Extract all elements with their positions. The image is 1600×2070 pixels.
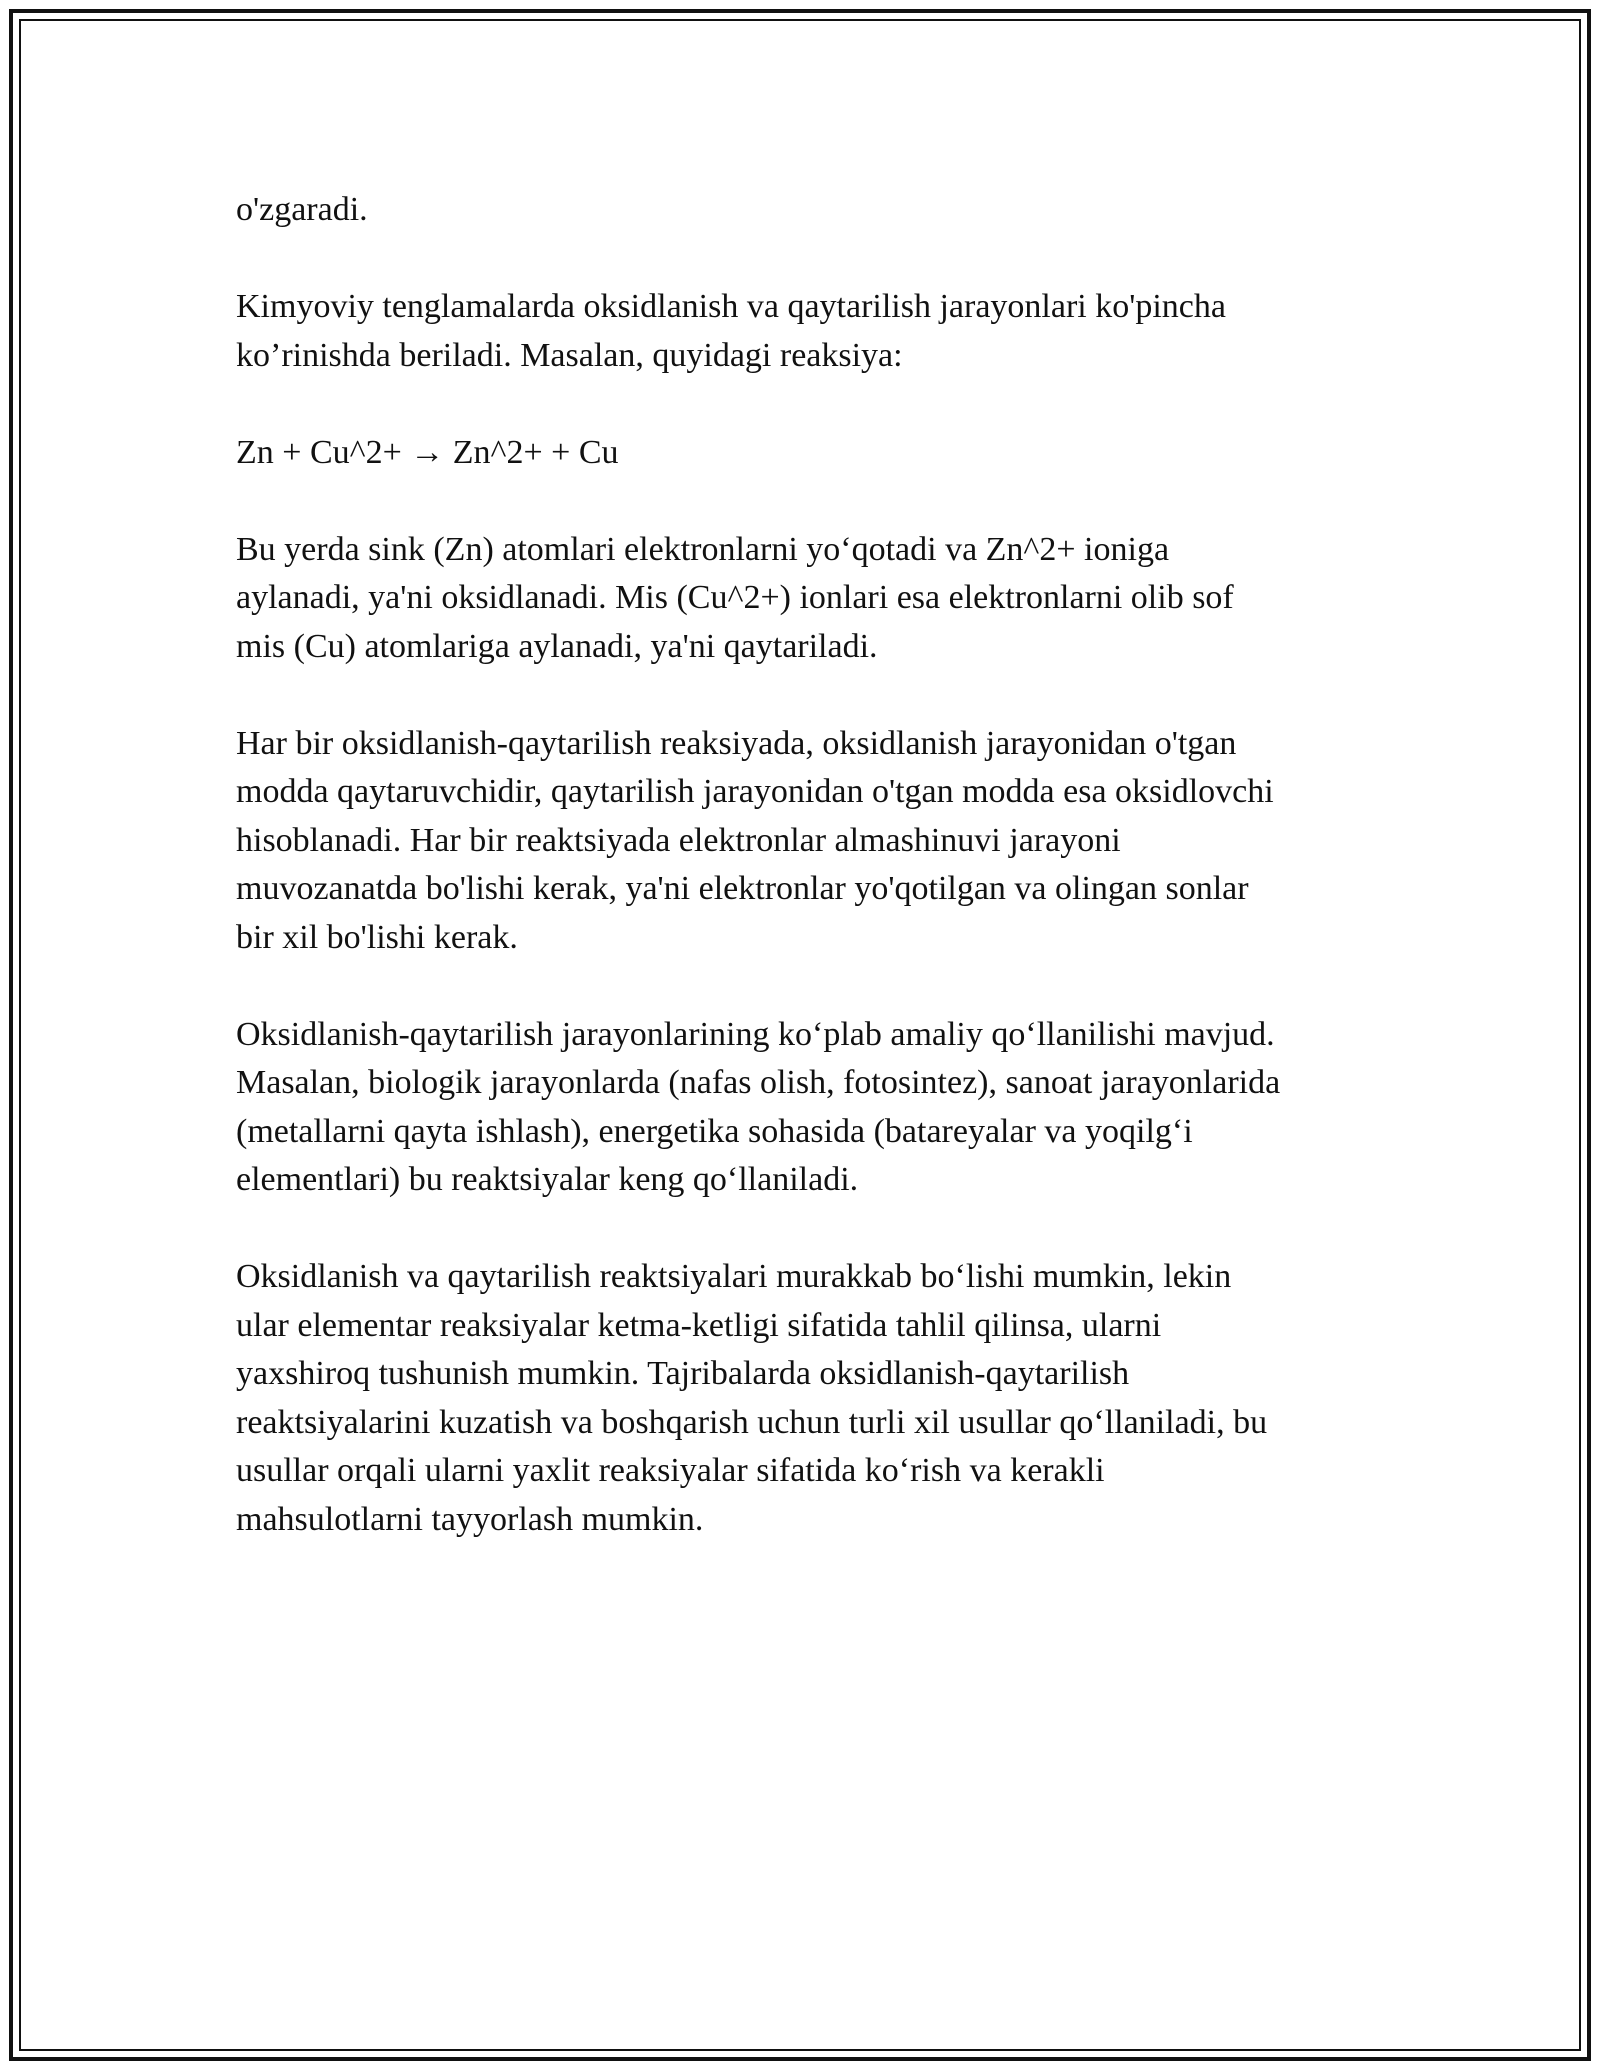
paragraph-explanation: Bu yerda sink (Zn) atomlari elektronlarni yo‘qotadi va Zn^2+ ioniga aylanadi, ya'ni oksidlanadi. Mis (Cu^2+) ionlari esa elektronlarni olib sof mis (Cu) atomlariga aylanadi, ya'ni qaytariladi.	[236, 530, 1234, 665]
document-body	[236, 186, 1376, 1593]
paragraph-intro: Kimyoviy tenglamalarda oksidlanish va qaytarilish jarayonlari ko'pincha ko’rinishda beriladi. Masalan, quyidagi reaksiya:	[236, 288, 1226, 374]
paragraph-continuation: o'zgaradi.	[236, 191, 368, 228]
paragraph-conclusion: Oksidlanish va qaytarilish reaktsiyalari murakkab bo‘lishi mumkin, lekin ular elementar reaksiyalar ketma-ketligi sifatida tahlil qilinsa, ularni yaxshiroq tushunish mumkin. Tajribalarda oksidlanish-qaytarilish reaktsiyalarini kuzatish va boshqarish uchun turli xil usullar qo‘llaniladi, bu usullar orqali ularni yaxlit reaksiyalar sifatida ko‘rish va kerakli mahsulotlarni tayyorlash mumkin.	[236, 1258, 1268, 1538]
paragraph-applications: Oksidlanish-qaytarilish jarayonlarining ko‘plab amaliy qo‘llanilishi mavjud. Masalan, biologik jarayonlarda (nafas olish, fotosintez), sanoat jarayonlarida (metallarni qayta ishlash), energetika sohasida (batareyalar va yoqilg‘i elementlari) bu reaktsiyalar keng qo‘llaniladi.	[236, 1015, 1281, 1198]
reaction-equation: Zn + Cu^2+ → Zn^2+ + Cu	[236, 433, 619, 471]
paragraph-redox-roles: Har bir oksidlanish-qaytarilish reaksiyada, oksidlanish jarayonidan o'tgan modda qaytaruvchidir, qaytarilish jarayonidan o'tgan modda esa oksidlovchi hisoblanadi. Har bir reaktsiyada elektronlar almashinuvi jarayoni muvozanatda bo'lishi kerak, ya'ni elektronlar yo'qotilgan va olingan sonlar bir xil bo'lishi kerak.	[236, 724, 1274, 956]
